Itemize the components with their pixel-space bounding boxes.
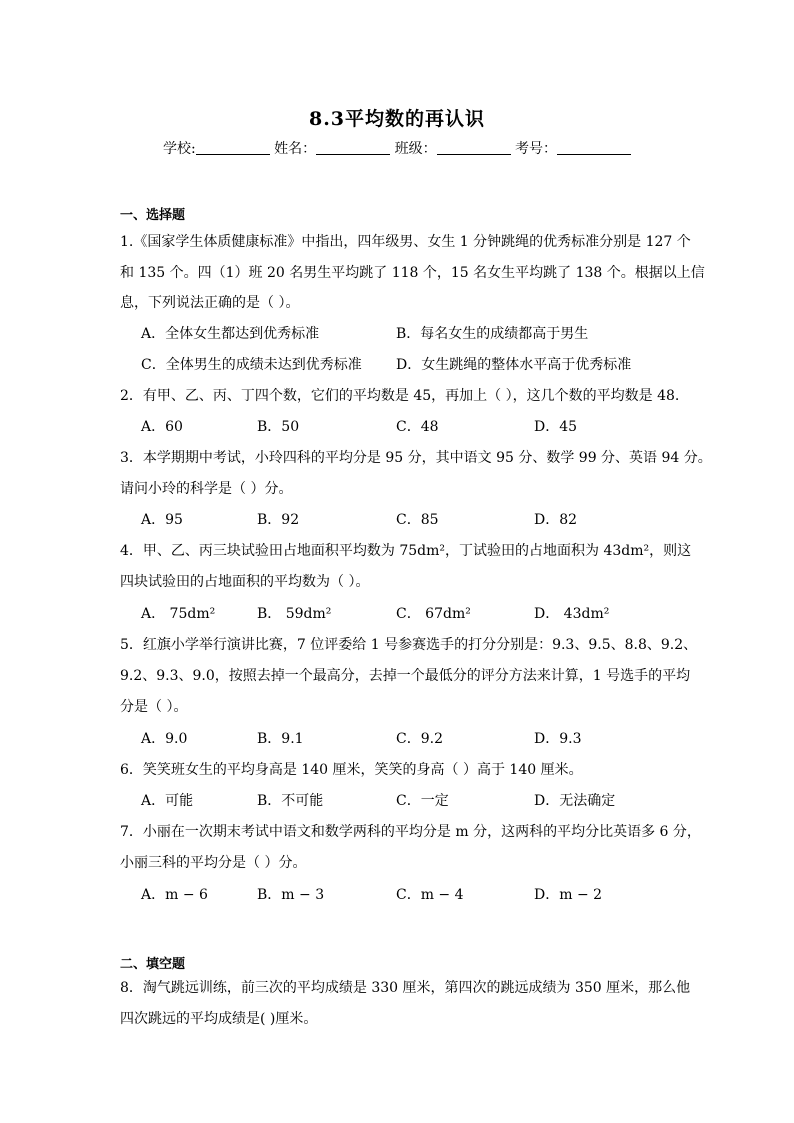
q7-line-1: 7．小丽在一次期末考试中语文和数学两科的平均分是 m 分，这两科的平均分比英语多 6 分， [120,824,701,840]
class-label: 班级： [394,141,437,157]
q4-option-a[interactable]: A． 75dm² [141,606,216,622]
q6-option-d[interactable]: D．无法确定 [534,793,616,809]
q4-option-d[interactable]: D． 43dm² [534,606,610,622]
q3-option-a[interactable]: A．95 [141,512,183,528]
name-blank[interactable] [316,140,390,155]
q1-line-2: 和 135 个。四（1）班 20 名男生平均跳了 118 个，15 名女生平均跳了 138 个。根据以上信 [120,265,705,281]
q1-option-c[interactable]: C．全体男生的成绩未达到优秀标准 [141,357,362,373]
q2-option-d[interactable]: D．45 [534,419,578,435]
q5-option-d[interactable]: D．9.3 [534,731,582,747]
q8-line-1: 8．淘气跳远训练，前三次的平均成绩是 330 厘米，第四次的跳远成绩为 350 厘米，那么他 [120,980,691,996]
q4-option-c[interactable]: C． 67dm² [396,606,471,622]
q7-option-c[interactable]: C．m − 4 [396,887,464,903]
q6-line-1: 6．笑笑班女生的平均身高是 140 厘米，笑笑的身高（ ）高于 140 厘米。 [120,762,583,778]
name-label: 姓名： [274,141,317,157]
q1-option-b[interactable]: B．每名女生的成绩都高于男生 [396,326,589,342]
q5-line-2: 9.2、9.3、9.0，按照去掉一个最高分，去掉一个最低分的评分方法来计算，1 号选手的平均 [120,668,691,684]
q5-option-c[interactable]: C．9.2 [396,731,443,747]
q3-option-c[interactable]: C．85 [396,512,439,528]
q2-option-b[interactable]: B．50 [257,419,300,435]
q1-line-1: 1.《国家学生体质健康标准》中指出，四年级男、女生 1 分钟跳绳的优秀标准分别是 127 个 [120,234,691,250]
q8-line-2: 四次跳远的平均成绩是( )厘米。 [120,1011,318,1027]
section-heading-fill: 二、填空题 [120,957,186,972]
q3-option-b[interactable]: B．92 [257,512,300,528]
class-blank[interactable] [437,140,511,155]
q7-line-2: 小丽三科的平均分是（ ）分。 [120,855,307,871]
q1-option-d[interactable]: D．女生跳绳的整体水平高于优秀标准 [396,357,632,373]
page-title: 8.3平均数的再认识 [308,108,486,130]
school-label: 学校: [162,141,196,157]
q4-line-2: 四块试验田的占地面积的平均数为（ ）。 [120,574,370,590]
q7-option-b[interactable]: B．m − 3 [257,887,325,903]
school-blank[interactable] [196,140,270,155]
q2-line-1: 2．有甲、乙、丙、丁四个数，它们的平均数是 45，再加上（ ），这几个数的平均数是 48. [120,388,680,404]
q5-line-1: 5．红旗小学举行演讲比赛，7 位评委给 1 号参赛选手的打分分别是：9.3、9.5、8.8、9.2、 [120,637,698,653]
q6-option-a[interactable]: A．可能 [141,793,194,809]
q6-option-b[interactable]: B．不可能 [257,793,324,809]
q3-line-2: 请问小玲的科学是（ ）分。 [120,481,293,497]
exam-no-label: 考号： [515,141,558,157]
q3-option-d[interactable]: D．82 [534,512,578,528]
section-heading-choice: 一、选择题 [120,208,186,223]
student-info-line [0,138,794,158]
q4-line-1: 4．甲、乙、丙三块试验田占地面积平均数为 75dm²，丁试验田的占地面积为 43dm²，则这 [120,543,692,559]
q5-line-3: 分是（ ）。 [120,699,188,715]
q5-option-a[interactable]: A．9.0 [141,731,188,747]
q4-option-b[interactable]: B． 59dm² [257,606,332,622]
q5-option-b[interactable]: B．9.1 [257,731,304,747]
q1-option-a[interactable]: A．全体女生都达到优秀标准 [141,326,320,342]
q3-line-1: 3．本学期期中考试，小玲四科的平均分是 95 分，其中语文 95 分、数学 99 分、英语 94 分。 [120,450,712,466]
exam-no-blank[interactable] [557,140,631,155]
q7-option-d[interactable]: D．m − 2 [534,887,603,903]
q1-line-3: 息，下列说法正确的是（ ）。 [120,295,300,311]
q2-option-c[interactable]: C．48 [396,419,439,435]
q6-option-c[interactable]: C．一定 [396,793,449,809]
q7-option-a[interactable]: A．m − 6 [141,887,208,903]
q2-option-a[interactable]: A．60 [141,419,183,435]
